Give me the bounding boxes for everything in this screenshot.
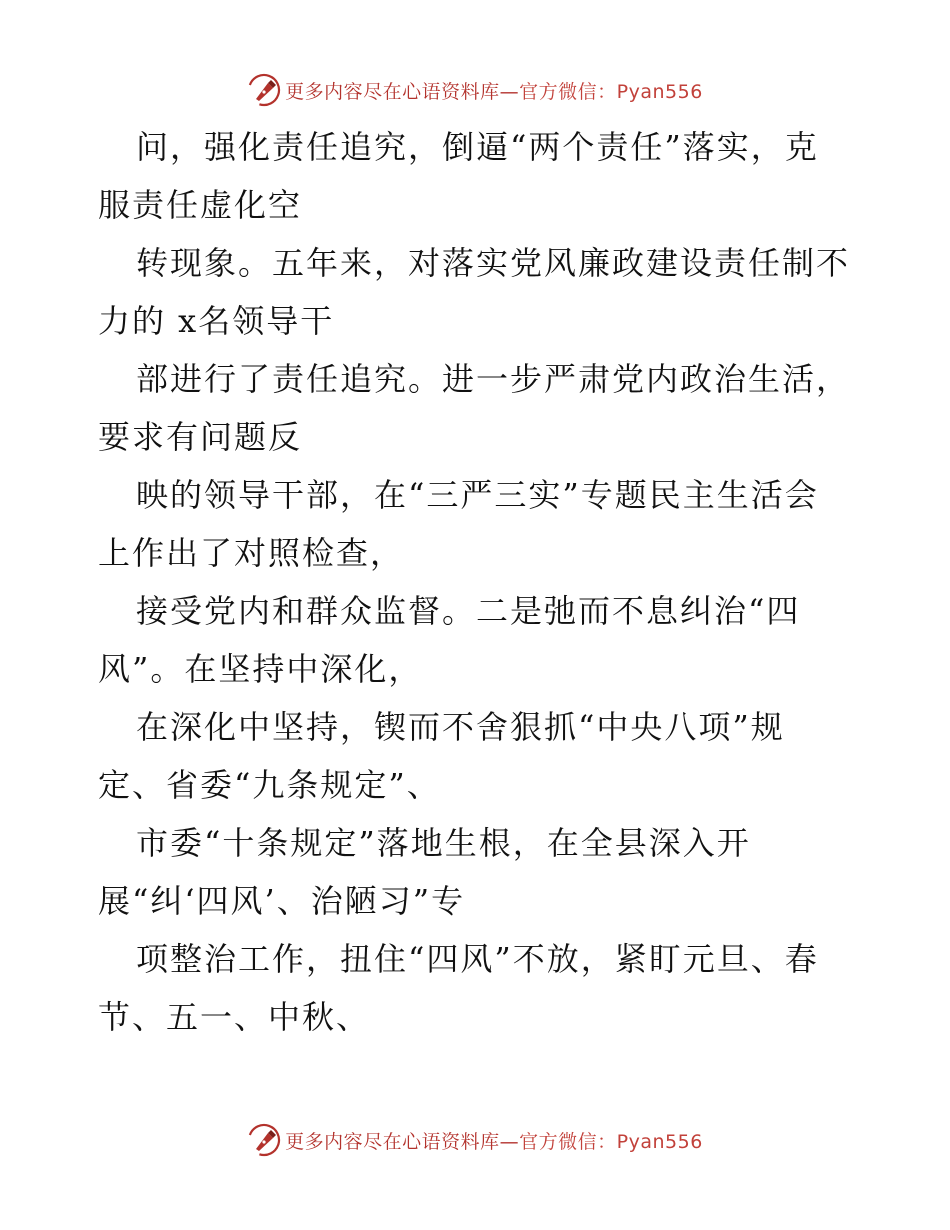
paragraph-line: 接受党内和群众监督。二是弛而不息纠治“四	[136, 592, 801, 630]
paragraph-line: 映的领导干部，在“三严三实”专题民主生活会	[136, 476, 819, 514]
paragraph-line: 定、省委“九条规定”、	[98, 766, 441, 804]
footer-banner-text	[285, 1127, 703, 1154]
paragraph-line: 力的 x名领导干	[98, 302, 335, 340]
paragraph-line: 项整治工作，扭住“四风”不放，紧盯元旦、春	[136, 940, 819, 978]
paragraph-line: 问，强化责任追究，倒逼“两个责任”落实，克	[136, 128, 819, 166]
header-banner-main: 更多内容尽在心语资料库	[285, 80, 500, 103]
paragraph	[98, 814, 858, 930]
header-banner-text	[285, 77, 703, 104]
footer-banner-wechat: 官方微信：Pyan556	[519, 1130, 703, 1153]
paragraph	[98, 698, 858, 814]
header-banner-wechat: 官方微信：Pyan556	[519, 80, 703, 103]
footer-banner-separator: —	[499, 1130, 520, 1153]
document-body	[98, 118, 858, 1046]
paragraph-line: 在深化中坚持，锲而不舍狠抓“中央八项”规	[136, 708, 785, 746]
header-watermark-banner	[0, 70, 950, 110]
pen-nib-logo-icon	[247, 1123, 281, 1157]
paragraph-line: 风”。在坚持中深化，	[98, 650, 423, 688]
paragraph	[98, 234, 858, 350]
paragraph	[98, 582, 858, 698]
paragraph-line: 转现象。五年来，对落实党风廉政建设责任制不	[136, 244, 851, 282]
footer-banner-main: 更多内容尽在心语资料库	[285, 1130, 500, 1153]
footer-watermark-banner	[0, 1120, 950, 1160]
paragraph-line: 部进行了责任追究。进一步严肃党内政治生活，	[136, 360, 851, 398]
paragraph-line: 节、五一、中秋、	[98, 998, 371, 1036]
paragraph	[98, 466, 858, 582]
paragraph	[98, 118, 858, 234]
paragraph-line: 市委“十条规定”落地生根，在全县深入开	[136, 824, 751, 862]
header-banner-separator: —	[499, 80, 520, 103]
paragraph	[98, 350, 858, 466]
paragraph	[98, 930, 858, 1046]
paragraph-line: 要求有问题反	[98, 418, 303, 456]
paragraph-line: 服责任虚化空	[98, 186, 303, 224]
pen-nib-logo-icon	[247, 73, 281, 107]
paragraph-line: 上作出了对照检查，	[98, 534, 405, 572]
paragraph-line: 展“纠‘四风’、治陋习”专	[98, 882, 466, 920]
